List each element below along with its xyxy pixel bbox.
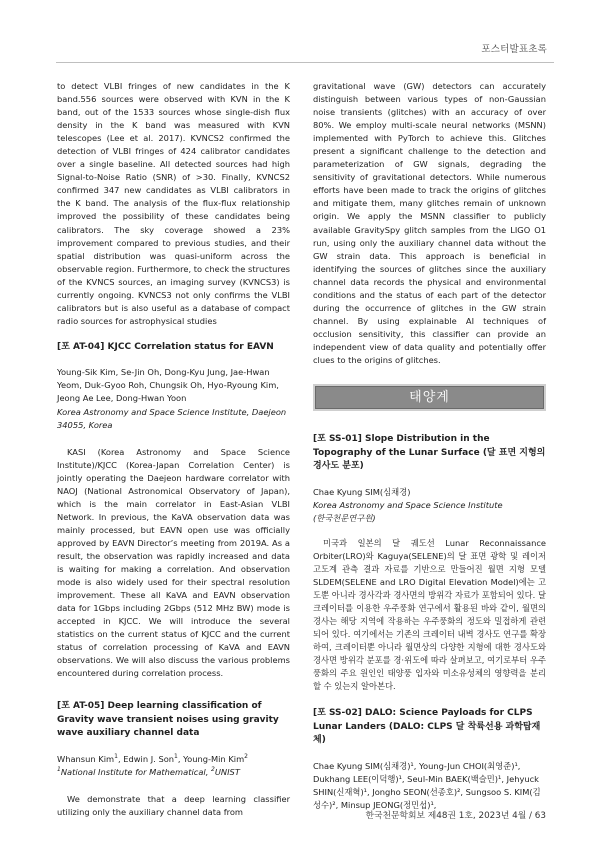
abstract-title-at04: [포 AT-04] KJCC Correlation status for EAVN	[57, 341, 274, 352]
affiliation-at05: $^1$National Institute for Mathematical, $^2$UNIST	[57, 766, 240, 778]
abstract-body-at05: We demonstrate that a deep learning classifier utilizing only the auxiliary channel data from	[57, 794, 290, 818]
abstract-title-ss02: [포 SS-02] DALO: Science Payloads for CLPS Lunar Landers (DALO: CLPS 달 착륙선용 과학탑재체)	[313, 708, 541, 746]
page-footer: 한국천문학회보 제48권 1호, 2023년 4월 / 63	[365, 811, 546, 821]
abstract-title-at05: [포 AT-05] Deep learning classification of Gravity wave transient noises using gravity wave auxiliary channel data	[57, 701, 279, 739]
authors-at04: Young-Sik Kim, Se-Jin Oh, Dong-Kyu Jung, Jae-Hwan Yeom, Duk-Gyoo Roh, Chungsik Oh, Hyo-Ryoung Kim, Jeong Ae Lee, Dong-Hwan Yoon	[57, 367, 279, 404]
abstract-body-ss01: 미국과 일본의 달 궤도선 Lunar Reconnaissance Orbiter(LRO)와 Kaguya(SELENE)의 달 표면 광학 및 레이저 고도계 관측 결과 자료를 기반으로 만들어진 월면 지형 모델 SLDEM(SELENE and LRO Digital Elevation Model)에는 고도뿐 아니라 경사각과 경사면의 방위각 자료가 포함되어 있다. 달 크레이터를 이용한 우주풍화 연구에서 활용된 바와 같이, 월면의 경사는 해당 지역에 작용하는 우주풍화의 정도와 밀접하게 관련되어 있다. 여기에서는 기존의 크레이터 내벽 경사도 연구를 확장하여, 크레이터뿐 아니라 월면상의 다양한 지형에 대한 경사도와 경사면 방위각 분포를 경·위도에 따라 살펴보고, 여기로부터 우주풍화의 주요 원인인 태양풍 입자와 미소유성체의 영향력을 분리할 수 있는지 알아본다.	[313, 537, 546, 692]
section-header-label: 포스터발표초록	[481, 44, 547, 55]
affiliation-ss01: Korea Astronomy and Space Science Institute (한국천문연구원)	[313, 499, 503, 523]
header-divider	[56, 62, 554, 63]
continued-paragraph: to detect VLBI fringes of new candidates in the K band.556 sources were observed with KVN in the K band, out of the 1533 sources whose single-dish flux density in the K band was measured with KVN telescopes (Lee et al. 2017). KVNCS2 confirmed the detection of VLBI fringes of 424 calibrator candidates over a single baseline. All detected sources had high Signal-to-Noise Ratio (SNR) of >30. Finally, KVNCS2 confirmed 347 new candidates as VLBI calibrators in the K band. The analysis of the flux-flux relationship improved the possibility of these candidates being calibrators. The sky coverage showed a 23% improvement compared to previous studies, and their spatial distribution was quasi-uniform across the observable region. Furthermore, to check the structures of the KVNCS sources, an imaging survey (KVNCS3) is currently ongoing. KVNCS3 not only confirms the VLBI calibrators but is also useful as a database of compact radio sources for astrophysical studies	[57, 81, 290, 326]
authors-ss01: Chae Kyung SIM(심채경)	[313, 486, 411, 497]
section-banner: 태양계	[313, 384, 546, 411]
right-column	[313, 80, 546, 812]
abstract-body-at04: KASI (Korea Astronomy and Space Science Institute)/KJCC (Korea-Japan Correlation Center) is jointly operating the Daejeon hardware correlator with NAOJ (National Astronomical Observatory of Japan), which is the main correlator in East-Asian VLBI Network. In previous, the KaVA observation data was mainly processed, but EAVN open use was officially approved by EAVN Director’s meeting from 2019A. As a result, the observation was rapidly increased and data is waiting for making a correlation. And observation mode is also widely used for their spectral resolution improvement. These all KaVA and EAVN observation data for 1Gbps including 2Gbps (512 MHz BW) mode is accepted in KJCC. We will introduce the several statistics on the current status of KJCC and the current status of correlation processing of KaVA and EAVN observations. We will also discuss the various problems encountered during correlation process.	[57, 446, 290, 679]
authors-at05: Whansun Kim$^1$, Edwin J. Son$^1$, Young-Min Kim$^2$	[57, 753, 248, 764]
authors-ss02: Chae Kyung SIM(심채경)¹, Young-Jun CHOI(최영준)¹, Dukhang LEE(이덕행)¹, Seul-Min BAEK(백슬민)¹, Jehyuck SHIN(신재혁)¹, Jongho SEON(선종호)², Sungsoo S. KIM(김성수)², Minsup JEONG(정민섭)¹,	[313, 760, 541, 810]
left-column	[57, 80, 290, 819]
abstract-title-ss01: [포 SS-01] Slope Distribution in the Topography of the Lunar Surface (달 표면 지형의 경사도 분포)	[313, 434, 546, 472]
affiliation-at04: Korea Astronomy and Space Science Institute, Daejeon 34055, Korea	[57, 406, 287, 430]
continued-paragraph-right: gravitational wave (GW) detectors can accurately distinguish between various types of non-Gaussian noise transients (glitches) with an accuracy of over 80%. We employ multi-scale neural networks (MSNN) implemented with PyTorch to achieve this. Glitches present a significant challenge to the detection and parameterization of GW signals, degrading the sensitivity of gravitational detectors. While numerous efforts have been made to track the origins of glitches and mitigate them, many glitches remain of unknown origin. We apply the MSNN classifier to publicly available GravitySpy glitch samples from the LIGO O1 run, using only the auxiliary channel data without the GW strain data. This approach is beneficial in identifying the sources of glitches since the auxiliary channel data records the physical and environmental conditions and the status of each part of the detector during the occurrence of glitches in the GW strain channel. By using explainable AI techniques of occlusion sensitivity, this classifier can provide an independent view of data quality and potentially offer clues to the origins of glitches.	[313, 81, 546, 365]
